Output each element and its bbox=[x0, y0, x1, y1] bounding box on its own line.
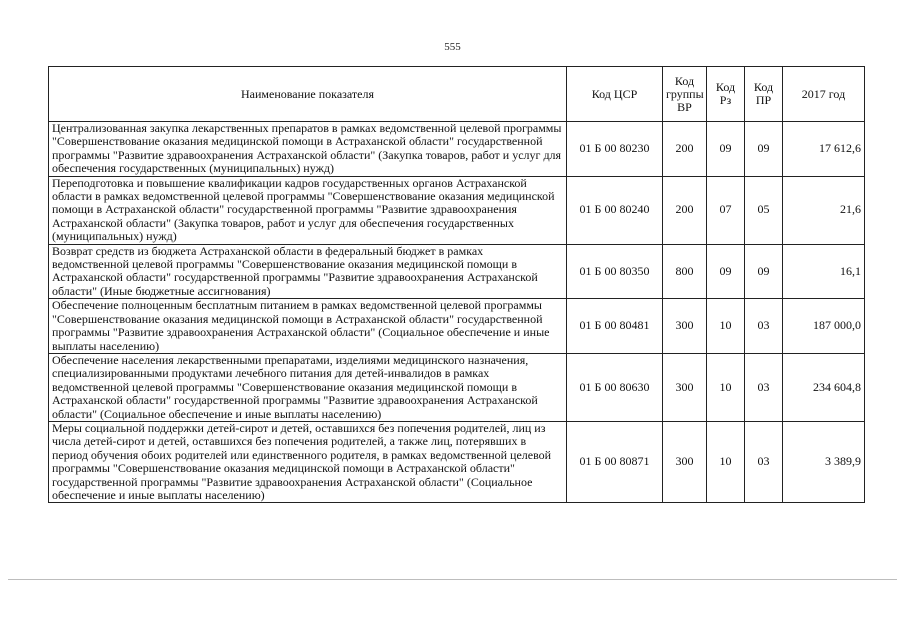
row-pr-code: 03 bbox=[745, 353, 783, 421]
row-name: Переподготовка и повышение квалификации кадров государственных органов Астраханской области в рамках ведомственной целевой программы "Совершенствование оказания медицинской помощи в Астраханской области" государственной программы "Развитие здравоохранения Астраханской области" (Закупка товаров, работ и услуг для обеспечения государственных (муниципальных) нужд) bbox=[49, 176, 567, 244]
row-amount: 16,1 bbox=[783, 244, 865, 299]
header-group-line1: Код bbox=[674, 73, 695, 88]
header-name: Наименование показателя bbox=[49, 67, 567, 122]
page-bottom-divider bbox=[8, 579, 897, 580]
row-csr-code: 01 Б 00 80481 bbox=[567, 299, 663, 354]
header-csr-code: Код ЦСР bbox=[567, 67, 663, 122]
row-group-code: 200 bbox=[663, 122, 707, 177]
row-amount: 187 000,0 bbox=[783, 299, 865, 354]
row-group-code: 300 bbox=[663, 299, 707, 354]
header-group-line2: группы bbox=[666, 86, 704, 101]
table-row bbox=[49, 299, 865, 354]
row-pr-code: 09 bbox=[745, 244, 783, 299]
table-header-row bbox=[49, 67, 865, 122]
row-group-code: 200 bbox=[663, 176, 707, 244]
row-csr-code: 01 Б 00 80230 bbox=[567, 122, 663, 177]
row-name: Обеспечение населения лекарственными препаратами, изделиями медицинского назначения, специализированными продуктами лечебного питания для детей-инвалидов в рамках ведомственной целевой программы "Совершенствование оказания медицинской помощи в Астраханской области" государственной программы "Развитие здравоохранения Астраханской области" (Социальное обеспечение и иные выплаты населению) bbox=[49, 353, 567, 421]
row-pr-code: 09 bbox=[745, 122, 783, 177]
row-csr-code: 01 Б 00 80240 bbox=[567, 176, 663, 244]
row-name: Меры социальной поддержки детей-сирот и детей, оставшихся без попечения родителей, лиц из числа детей-сирот и детей, оставшихся без попечения родителей, а также лиц, потерявших в период обучения обоих родителей или единственного родителя, в рамках ведомственной целевой программы "Совершенствование оказания медицинской помощи в Астраханской области" государственной программы "Развитие здравоохранения Астраханской области" (Социальное обеспечение и иные выплаты населению) bbox=[49, 421, 567, 502]
page-number: 555 bbox=[444, 41, 461, 53]
header-rz-line1: Код bbox=[715, 80, 736, 94]
row-name: Возврат средств из бюджета Астраханской области в федеральный бюджет в рамках ведомственной целевой программы "Совершенствование оказания медицинской помощи в Астраханской области" государственной программы "Развитие здравоохранения Астраханской области" (Иные бюджетные ассигнования) bbox=[49, 244, 567, 299]
header-group-code bbox=[663, 67, 707, 122]
row-group-code: 800 bbox=[663, 244, 707, 299]
table-row bbox=[49, 421, 865, 502]
table-row bbox=[49, 244, 865, 299]
row-rz-code: 09 bbox=[707, 244, 745, 299]
header-rz-code bbox=[707, 67, 745, 122]
row-csr-code: 01 Б 00 80871 bbox=[567, 421, 663, 502]
header-pr-line1: Код bbox=[753, 80, 774, 94]
table-row bbox=[49, 176, 865, 244]
header-pr-line2: ПР bbox=[755, 93, 772, 107]
row-group-code: 300 bbox=[663, 421, 707, 502]
row-csr-code: 01 Б 00 80350 bbox=[567, 244, 663, 299]
row-amount: 17 612,6 bbox=[783, 122, 865, 177]
row-name: Обеспечение полноценным бесплатным питанием в рамках ведомственной целевой программы "Совершенствование оказания медицинской помощи в Астраханской области" государственной программы "Развитие здравоохранения Астраханской области" (Социальное обеспечение и иные выплаты населению) bbox=[49, 299, 567, 354]
row-amount: 3 389,9 bbox=[783, 421, 865, 502]
header-rz-line2: Рз bbox=[719, 93, 732, 107]
row-csr-code: 01 Б 00 80630 bbox=[567, 353, 663, 421]
table-row bbox=[49, 353, 865, 421]
row-rz-code: 10 bbox=[707, 353, 745, 421]
row-name: Централизованная закупка лекарственных препаратов в рамках ведомственной целевой программы "Совершенствование оказания медицинской помощи в Астраханской области" государственной программы "Развитие здравоохранения Астраханской области" (Закупка товаров, работ и услуг для обеспечения государственных (муниципальных) нужд) bbox=[49, 122, 567, 177]
header-year: 2017 год bbox=[783, 67, 865, 122]
header-group-line3: ВР bbox=[677, 99, 692, 114]
row-rz-code: 07 bbox=[707, 176, 745, 244]
header-pr-code bbox=[745, 67, 783, 122]
row-rz-code: 10 bbox=[707, 421, 745, 502]
row-rz-code: 10 bbox=[707, 299, 745, 354]
row-group-code: 300 bbox=[663, 353, 707, 421]
table-row bbox=[49, 122, 865, 177]
row-amount: 234 604,8 bbox=[783, 353, 865, 421]
row-rz-code: 09 bbox=[707, 122, 745, 177]
row-pr-code: 03 bbox=[745, 299, 783, 354]
row-amount: 21,6 bbox=[783, 176, 865, 244]
row-pr-code: 03 bbox=[745, 421, 783, 502]
budget-table bbox=[48, 66, 865, 503]
row-pr-code: 05 bbox=[745, 176, 783, 244]
